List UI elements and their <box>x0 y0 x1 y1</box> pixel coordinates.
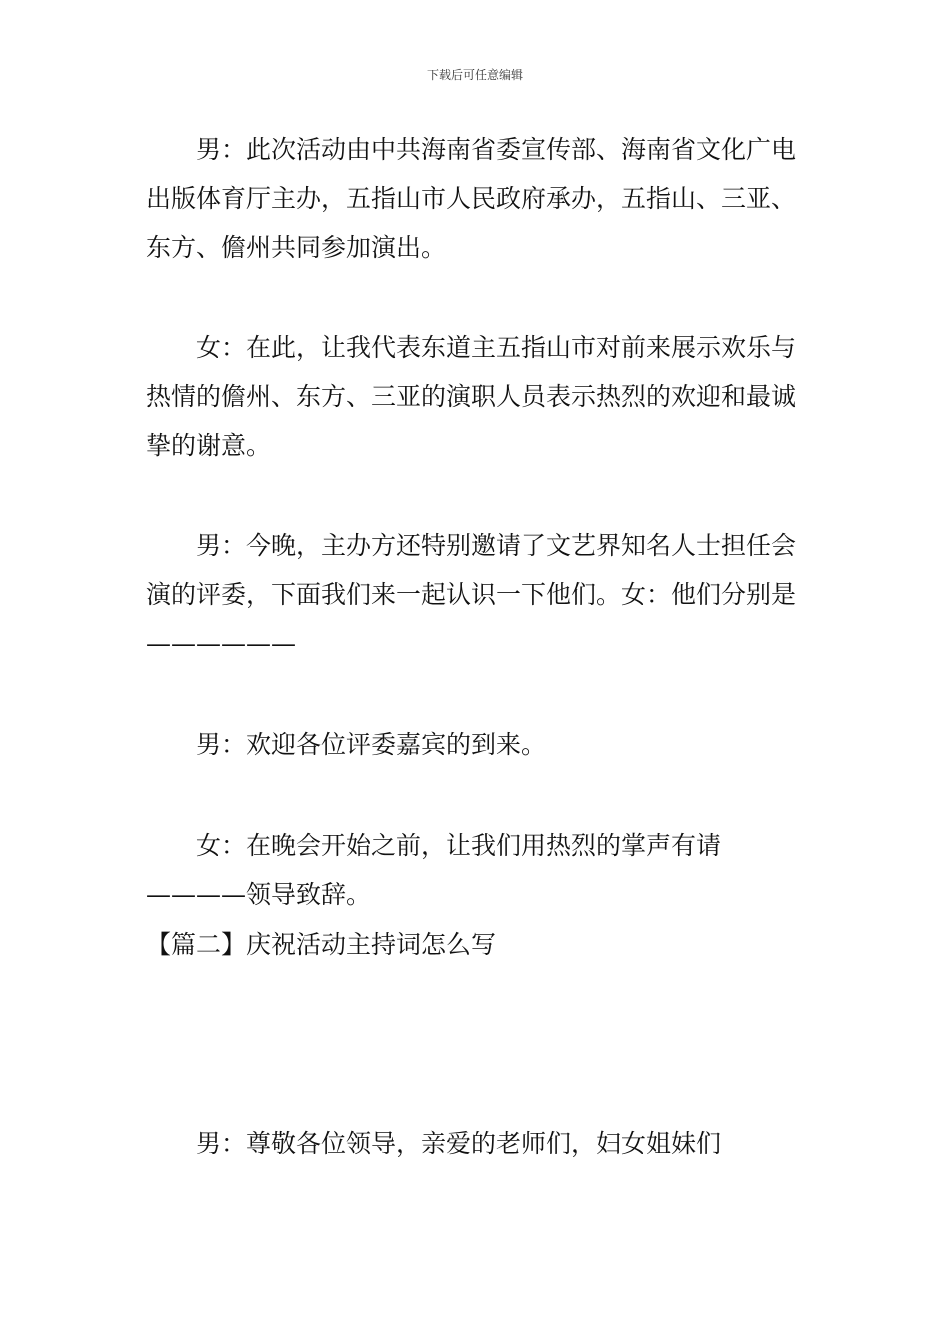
page-header-note: 下载后可任意编辑 <box>426 68 523 82</box>
paragraph-6: 男：尊敬各位领导，亲爱的老师们，妇女姐妹们 <box>196 1129 722 1158</box>
paragraph-4: 男：欢迎各位评委嘉宾的到来。 <box>196 730 547 759</box>
paragraph-5: 女：在晚会开始之前，让我们用热烈的掌声有请————领导致辞。 <box>146 831 722 909</box>
paragraph-1: 男：此次活动由中共海南省委宣传部、海南省文化广电出版体育厅主办，五指山市人民政府承办，五指山、三亚、东方、儋州共同参加演出。 <box>146 135 797 262</box>
paragraph-3: 男：今晚，主办方还特别邀请了文艺界知名人士担任会演的评委，下面我们来一起认识一下他们。女：他们分别是—————— <box>146 531 797 658</box>
paragraph-2: 女：在此，让我代表东道主五指山市对前来展示欢乐与热情的儋州、东方、三亚的演职人员表示热烈的欢迎和最诚挚的谢意。 <box>146 333 797 460</box>
section-heading: 【篇二】庆祝活动主持词怎么写 <box>146 930 497 959</box>
